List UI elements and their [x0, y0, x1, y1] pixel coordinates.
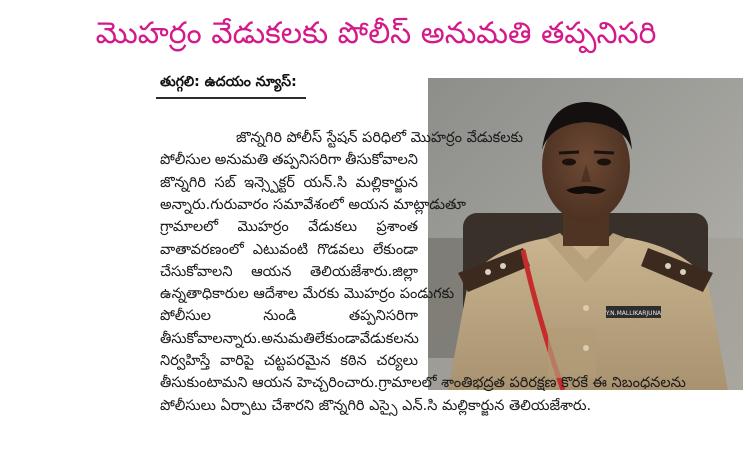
article-word: ఆయన — [251, 263, 292, 280]
article-word: నుండి — [263, 308, 297, 325]
article-line-7 — [160, 261, 418, 283]
article-word: గొడవలు — [317, 241, 364, 258]
article-word: ప్రశాంత — [376, 219, 418, 236]
article-line-1 — [236, 127, 524, 149]
article-word: వేడుకలను — [359, 330, 419, 347]
article-word: ఉన్నతాధికారుల ఆదేశాల మేరకు మొహర్రం పండుగకు — [160, 286, 455, 303]
article-line-2 — [160, 149, 418, 171]
article-word: సబ్ — [214, 174, 236, 191]
article-word: యన్.సి — [303, 174, 348, 191]
article-word: కఠిన — [340, 353, 367, 369]
article-line-11 — [160, 350, 418, 372]
headline: మొహర్రం వేడుకలకు పోలీస్ అనుమతి తప్పనిసరి — [95, 16, 657, 51]
article-line-5 — [160, 216, 418, 238]
article-word: వేడుకలు — [308, 219, 358, 236]
article-line-13 — [160, 395, 744, 417]
article-word: పోలీసుల — [160, 308, 211, 325]
article-line-8 — [160, 283, 455, 305]
article-word: జొన్నగిరి — [160, 174, 206, 191]
article-line-3 — [160, 172, 418, 194]
article-word: తెలియజేశారు.జిల్లా — [310, 263, 418, 280]
article-word: ఎటువంటి — [252, 241, 309, 258]
article-word: అనుమతి — [214, 152, 269, 169]
article-word: తప్పనిసరిగా — [272, 152, 342, 169]
article-word: వాతావరణంలో — [160, 241, 244, 258]
article-word: చట్టపరమైన — [263, 353, 331, 369]
article-line-9 — [160, 305, 418, 327]
article-word: తీసుకుంటామని ఆయన హెచ్చరించారు.గ్రామాలలో శాంతిభద్రత పరిరక్షణ కొరకే ఈ నిబంధనలను — [160, 375, 686, 392]
article-line-12 — [160, 372, 744, 394]
article-word: మొహర్రం — [237, 219, 289, 236]
article-word: వారిపై — [220, 353, 255, 369]
article-line-6 — [160, 239, 418, 261]
article-word: నిర్వహిస్తే — [160, 353, 211, 369]
article-word: జొన్నగిరి పోలీస్ స్టేషన్ పరిధిలో మొహర్రం వేడుకలకు — [236, 130, 524, 146]
article-line-10 — [160, 328, 418, 350]
article-word: చర్యలు — [376, 353, 418, 369]
article-word: పోలీసుల — [160, 152, 211, 169]
article-word: తీసుకోవాలని — [345, 152, 418, 169]
article-word: పోలీసులు ఏర్పాటు చేశారని జొన్నగిరి ఎస్సై ఎన్.సి మల్లికార్జున తెలియజేశారు. — [160, 397, 592, 414]
article-word: చేసుకోవాలని — [160, 263, 233, 280]
article-word: గ్రామాలలో — [160, 219, 219, 236]
byline: తుగ్గలి: ఉదయం న్యూస్: — [160, 74, 297, 90]
article-word: మల్లికార్జున — [355, 174, 418, 191]
article-word: తప్పనిసరిగా — [348, 308, 418, 325]
article-word: లేకుండా — [314, 330, 360, 347]
article-word: ఇన్స్పెక్టర్ — [244, 174, 295, 191]
article-line-4 — [160, 194, 466, 216]
officer-name-tag-text: Y.N.MALLIKARJUNA — [605, 310, 662, 317]
article-word: లేకుండా — [372, 241, 418, 258]
article-word: అన్నారు.గురువారం సమావేశంలో అయన మాట్లాడుతూ — [160, 196, 466, 213]
article-word: తీసుకోవాలన్నారు.అనుమతి — [160, 330, 315, 347]
